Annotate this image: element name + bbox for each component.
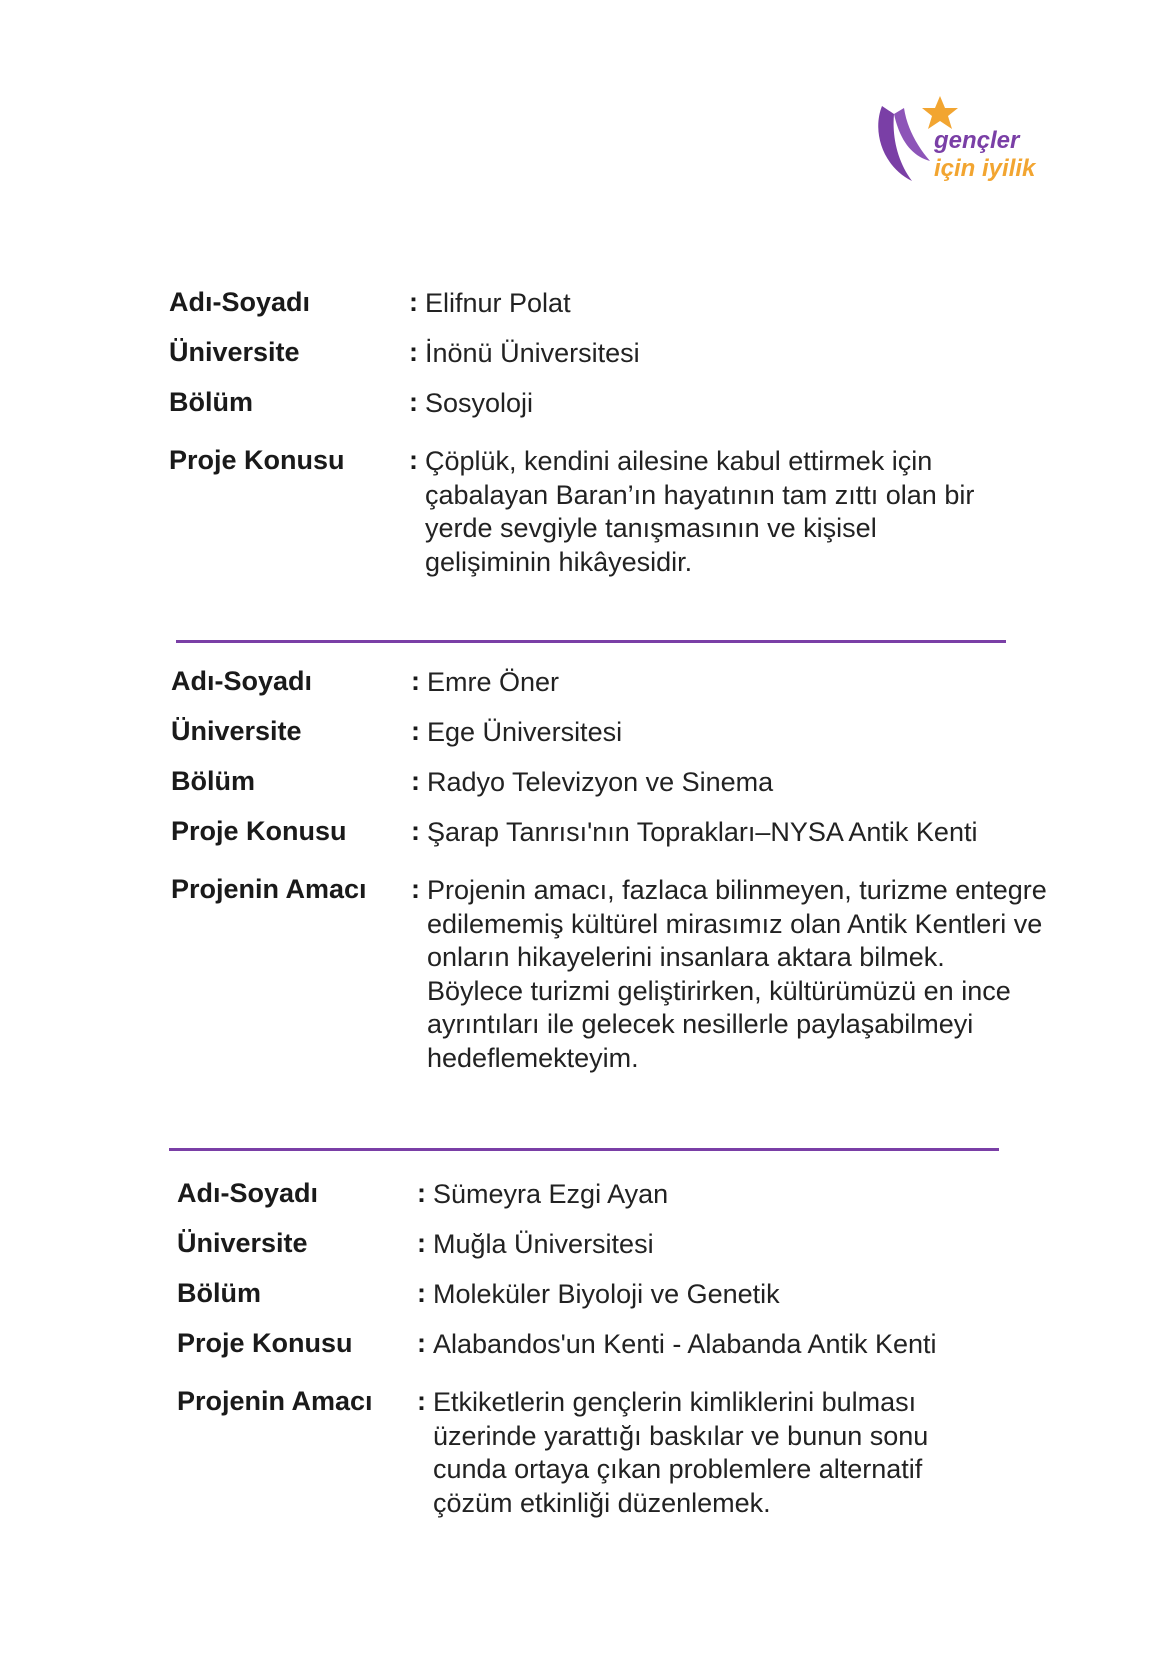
field-colon: :: [411, 716, 420, 746]
section-divider: [169, 1148, 999, 1151]
field-colon: :: [411, 766, 420, 796]
field-label: Proje Konusu: [177, 1328, 353, 1358]
field-value: İnönü Üniversitesi: [425, 338, 640, 368]
field-value: Elifnur Polat: [425, 288, 571, 318]
field-label: Bölüm: [177, 1278, 261, 1308]
field-label: Projenin Amacı: [171, 874, 367, 904]
field-label: Proje Konusu: [169, 445, 345, 475]
participant-entry-2: [171, 666, 1067, 1075]
field-colon: :: [411, 666, 420, 696]
field-value: Ege Üniversitesi: [427, 717, 623, 747]
field-value: Muğla Üniversitesi: [433, 1229, 654, 1259]
field-value: Sosyoloji: [425, 388, 534, 418]
logo: [862, 86, 1062, 206]
field-colon: :: [417, 1228, 426, 1258]
field-label: Bölüm: [171, 766, 255, 796]
participant-entry-1: [169, 287, 1005, 579]
field-colon: :: [417, 1178, 426, 1208]
field-value: Moleküler Biyoloji ve Genetik: [433, 1279, 780, 1309]
svg-text:gençler: gençler: [934, 127, 1020, 154]
genclerin-iyilik-logo: [862, 86, 1062, 206]
section-divider: [176, 640, 1006, 643]
field-name: [171, 666, 1067, 716]
field-value: Sümeyra Ezgi Ayan: [433, 1179, 669, 1209]
field-value: Etkiketlerin gençlerin kimliklerini bulması üzerinde yarattığı baskılar ve bunun sonu cunda ortaya çıkan problemlere alternatif çözüm etkinliği düzenlemek.: [433, 1387, 929, 1518]
field-name: [177, 1178, 1053, 1228]
field-project-aim: [177, 1386, 1053, 1520]
field-colon: :: [417, 1386, 426, 1416]
field-project-topic: [171, 816, 1067, 874]
field-colon: :: [417, 1278, 426, 1308]
svg-text:için iyilik: için iyilik: [934, 155, 1036, 182]
field-label: Adı-Soyadı: [169, 287, 311, 317]
field-colon: :: [409, 445, 418, 475]
field-colon: :: [411, 816, 420, 846]
field-value: Şarap Tanrısı'nın Toprakları–NYSA Antik Kenti: [427, 817, 978, 847]
field-value: Radyo Televizyon ve Sinema: [427, 767, 774, 797]
field-project-aim: [171, 874, 1067, 1075]
field-colon: :: [417, 1328, 426, 1358]
field-project-topic: [169, 445, 1005, 579]
field-value: Alabandos'un Kenti - Alabanda Antik Kenti: [433, 1329, 937, 1359]
field-label: Üniversite: [177, 1228, 308, 1258]
field-colon: :: [409, 287, 418, 317]
field-label: Adı-Soyadı: [171, 666, 313, 696]
field-university: [169, 337, 1005, 387]
field-colon: :: [411, 874, 420, 904]
field-colon: :: [409, 387, 418, 417]
field-colon: :: [409, 337, 418, 367]
field-university: [177, 1228, 1053, 1278]
field-value: Emre Öner: [427, 667, 560, 697]
field-department: [177, 1278, 1053, 1328]
field-label: Üniversite: [171, 716, 302, 746]
field-label: Üniversite: [169, 337, 300, 367]
participant-entry-3: [177, 1178, 1053, 1520]
field-label: Proje Konusu: [171, 816, 347, 846]
field-value: Çöplük, kendini ailesine kabul ettirmek için çabalayan Baran’ın hayatının tam zıttı olan bir yerde sevgiyle tanışmasının ve kişisel gelişiminin hikâyesidir.: [425, 446, 975, 577]
field-label: Adı-Soyadı: [177, 1178, 319, 1208]
field-department: [169, 387, 1005, 445]
field-value: Projenin amacı, fazlaca bilinmeyen, turizme entegre edilememiş kültürel mirasımız olan Antik Kentleri ve onların hikayelerini insanlara aktara bilmek. Böylece turizmi geliştirirken, kültürümüzü en ince ayrıntıları ile gelecek nesillerle paylaşabilmeyi hedeflemekteyim.: [427, 875, 1047, 1073]
field-label: Projenin Amacı: [177, 1386, 373, 1416]
field-university: [171, 716, 1067, 766]
field-name: [169, 287, 1005, 337]
field-project-topic: [177, 1328, 1053, 1386]
field-label: Bölüm: [169, 387, 253, 417]
field-department: [171, 766, 1067, 816]
